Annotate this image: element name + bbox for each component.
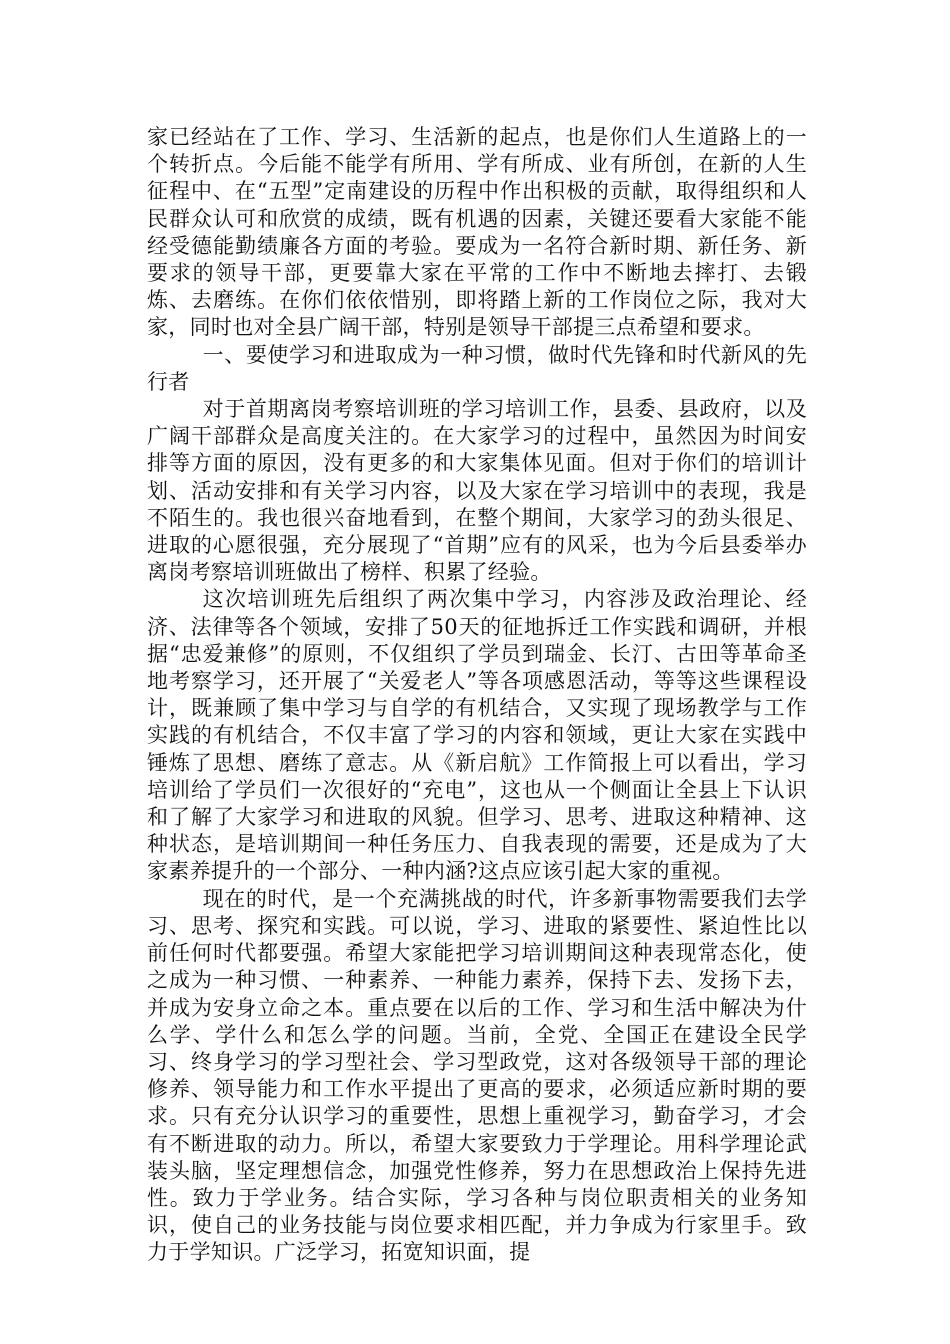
paragraph-era-of-learning: 现在的时代，是一个充满挑战的时代，许多新事物需要我们去学习、思考、探究和实践。可以说，学习、进取的紧要性、紧迫性比以前任何时代都要强。希望大家能把学习培训期间这种表现常态化，使之成为一种习惯、一种素养、一种能力素养，保持下去、发扬下去，并成为安身立命之本。重点要在以后的工作、学习和生活中解决为什么学、学什么和怎么学的问题。当前，全党、全国正在建设全民学习、终身学习的学习型社会、学习型政党，这对各级领导干部的理论修养、领导能力和工作水平提出了更高的要求，必须适应新时期的要求。只有充分认识学习的重要性，思想上重视学习，勤奋学习，才会有不断进取的动力。所以，希望大家要致力于学理论。用科学理论武装头脑，坚定理想信念，加强党性修养，努力在思想政治上保持先进性。致力于学业务。结合实际，学习各种与岗位职责相关的业务知识，使自己的业务技能与岗位要求相匹配，并力争成为行家里手。致力于学知识。广泛学习，拓宽知识面，提	[147, 886, 807, 1265]
paragraph-training-content: 这次培训班先后组织了两次集中学习，内容涉及政治理论、经济、法律等各个领域，安排了50天的征地拆迁工作实践和调研，并根据“忠爱兼修”的原则，不仅组织了学员到瑞金、长汀、古田等革命圣地考察学习，还开展了“关爱老人”等各项感恩活动，等等这些课程设计，既兼顾了集中学习与自学的有机结合，又实现了现场教学与工作实践的有机结合，不仅丰富了学习的内容和领域，更让大家在实践中锤炼了思想、磨练了意志。从《新启航》工作简报上可以看出，学习培训给了学员们一次很好的“充电”，这也从一个侧面让全县上下认识和了解了大家学习和进取的风貌。但学习、思考、进取这种精神、这种状态，是培训期间一种任务压力、自我表现的需要，还是成为了大家素养提升的一个部分、一种内涵?这点应该引起大家的重视。	[147, 587, 807, 884]
body-text	[147, 124, 807, 1267]
paragraph-intro-continued: 家已经站在了工作、学习、生活新的起点，也是你们人生道路上的一个转折点。今后能不能学有所用、学有所成、业有所创，在新的人生征程中、在“五型”定南建设的历程中作出积极的贡献，取得组织和人民群众认可和欣赏的成绩，既有机遇的因素，关键还要看大家能不能经受德能勤绩廉各方面的考验。要成为一名符合新时期、新任务、新要求的领导干部，更要靠大家在平常的工作中不断地去摔打、去锻炼、去磨练。在你们依依惜别，即将踏上新的工作岗位之际，我对大家，同时也对全县广阔干部，特别是领导干部提三点希望和要求。	[147, 125, 807, 340]
section-heading-one: 一、要使学习和进取成为一种习惯，做时代先锋和时代新风的先行者	[147, 342, 807, 394]
paragraph-training-attention: 对于首期离岗考察培训班的学习培训工作，县委、县政府，以及广阔干部群众是高度关注的。在大家学习的过程中，虽然因为时间安排等方面的原因，没有更多的和大家集体见面。但对于你们的培训计划、活动安排和有关学习内容，以及大家在学习培训中的表现，我是不陌生的。我也很兴奋地看到，在整个期间，大家学习的劲头很足、进取的心愿很强，充分展现了“首期”应有的风采，也为今后县委举办离岗考察培训班做出了榜样、积累了经验。	[147, 397, 807, 585]
